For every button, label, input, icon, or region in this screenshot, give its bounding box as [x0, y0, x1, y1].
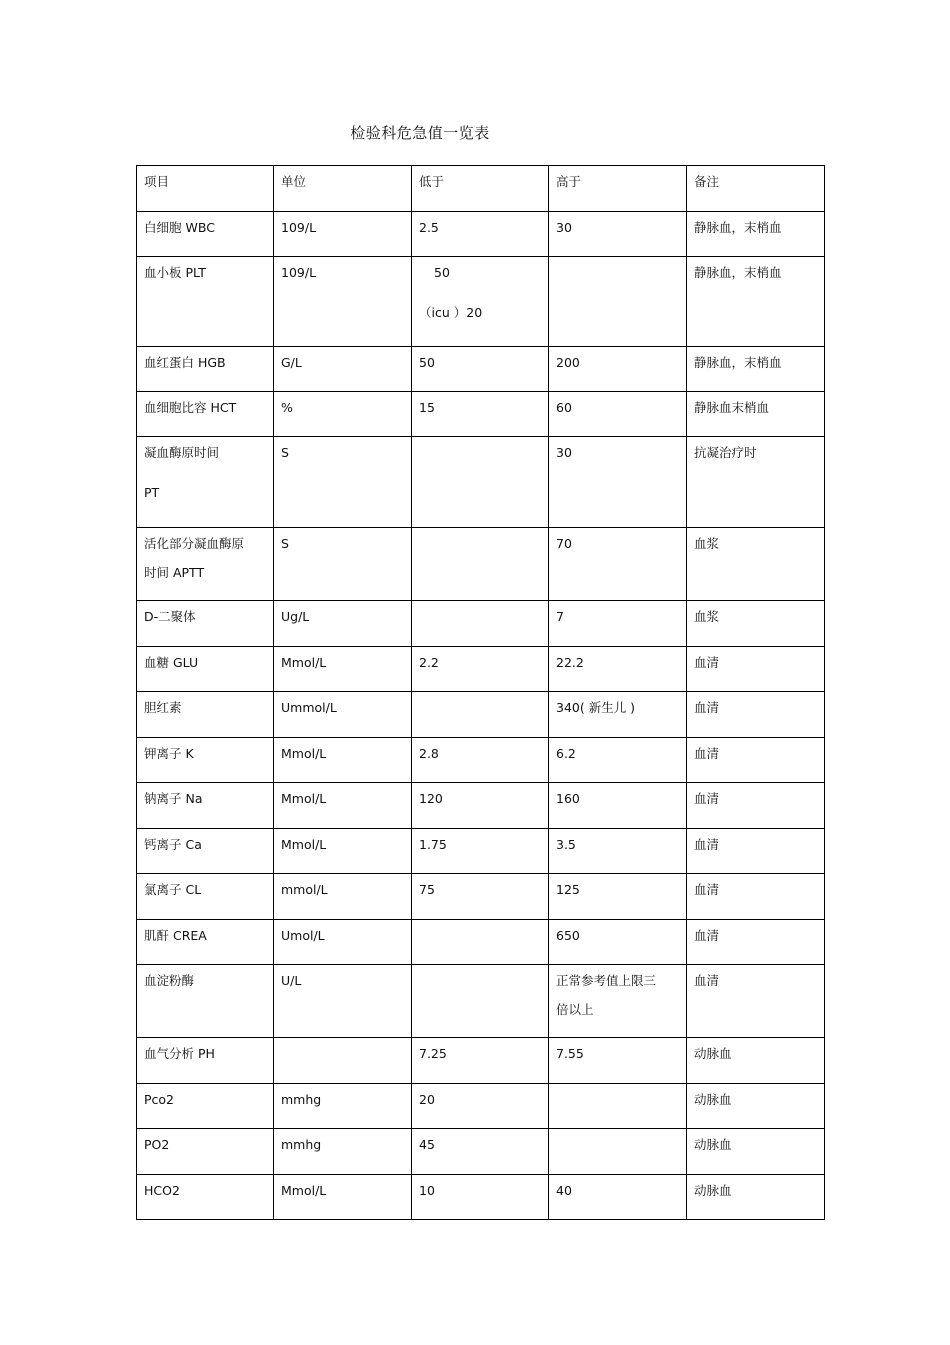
item-text: 钠离子 Na	[144, 791, 203, 806]
high-text: 30	[556, 445, 572, 460]
unit-cell: Mmol/L	[274, 738, 412, 783]
note-cell: 血清	[687, 965, 825, 1038]
table-row	[137, 347, 825, 392]
high-text: 200	[556, 355, 580, 370]
item-cell	[137, 528, 274, 601]
low-cell	[412, 920, 549, 965]
low-cell	[412, 528, 549, 601]
high-cell	[549, 392, 687, 437]
item-cell	[137, 601, 274, 647]
header-unit: 单位	[274, 166, 412, 212]
item-cell	[137, 829, 274, 874]
table-row	[137, 1175, 825, 1220]
item-text: 钙离子 Ca	[144, 837, 202, 852]
note-cell: 血清	[687, 647, 825, 692]
note-cell: 动脉血	[687, 1038, 825, 1084]
high-cell	[549, 528, 687, 601]
table-row	[137, 437, 825, 528]
header-note: 备注	[687, 166, 825, 212]
high-cell	[549, 829, 687, 874]
table-row	[137, 392, 825, 437]
low-text: 7.25	[419, 1046, 447, 1061]
high-cell	[549, 647, 687, 692]
item-cell	[137, 1038, 274, 1084]
item-text: 肌酐 CREA	[144, 928, 207, 943]
low-cell	[412, 738, 549, 783]
unit-cell: G/L	[274, 347, 412, 392]
note-cell: 动脉血	[687, 1129, 825, 1175]
high-text: 125	[556, 882, 580, 897]
header-high: 高于	[549, 166, 687, 212]
page-title: 检验科危急值一览表	[350, 124, 490, 142]
table-row	[137, 829, 825, 874]
item-text: HCO2	[144, 1183, 180, 1198]
low-text: 50	[419, 355, 435, 370]
table-body	[137, 166, 825, 1220]
table-row	[137, 738, 825, 783]
item-text: PT	[144, 484, 160, 500]
item-cell	[137, 437, 274, 528]
low-text: 2.5	[419, 220, 439, 235]
high-text: 7.55	[556, 1046, 584, 1061]
item-cell	[137, 257, 274, 347]
table-row	[137, 692, 825, 738]
high-cell	[549, 437, 687, 528]
note-cell: 血清	[687, 829, 825, 874]
item-cell	[137, 212, 274, 257]
item-cell	[137, 874, 274, 920]
high-cell	[549, 212, 687, 257]
note-cell: 静脉血，末梢血	[687, 212, 825, 257]
unit-cell: Ummol/L	[274, 692, 412, 738]
item-cell	[137, 647, 274, 692]
low-cell	[412, 392, 549, 437]
unit-cell: mmol/L	[274, 874, 412, 920]
note-cell: 血清	[687, 692, 825, 738]
low-cell	[412, 647, 549, 692]
note-cell: 动脉血	[687, 1175, 825, 1220]
item-text: 胆红素	[144, 700, 182, 715]
unit-cell: Umol/L	[274, 920, 412, 965]
low-cell	[412, 1129, 549, 1175]
table-row	[137, 528, 825, 601]
low-cell	[412, 1038, 549, 1084]
low-text: 120	[419, 791, 443, 806]
item-text: 氯离子 CL	[144, 882, 202, 897]
item-cell	[137, 738, 274, 783]
high-cell	[549, 1175, 687, 1220]
table-row	[137, 965, 825, 1038]
unit-cell: Ug/L	[274, 601, 412, 647]
high-cell	[549, 347, 687, 392]
low-cell	[412, 437, 549, 528]
low-text: 50	[434, 265, 450, 280]
high-cell	[549, 783, 687, 829]
high-cell	[549, 738, 687, 783]
unit-cell: Mmol/L	[274, 1175, 412, 1220]
item-text: 血小板 PLT	[144, 265, 206, 280]
item-cell	[137, 783, 274, 829]
high-cell	[549, 965, 687, 1038]
low-cell	[412, 874, 549, 920]
unit-cell: U/L	[274, 965, 412, 1038]
high-cell	[549, 257, 687, 347]
high-text: 3.5	[556, 837, 576, 852]
item-cell	[137, 1129, 274, 1175]
table-row	[137, 212, 825, 257]
table-row	[137, 1038, 825, 1084]
note-cell: 动脉血	[687, 1084, 825, 1129]
note-cell: 静脉血，末梢血	[687, 257, 825, 347]
item-text: 血淀粉酶	[144, 973, 195, 988]
high-text: 650	[556, 928, 580, 943]
note-cell: 血浆	[687, 528, 825, 601]
item-text: 钾离子 K	[144, 746, 194, 761]
unit-cell: mmhg	[274, 1129, 412, 1175]
item-text: D-二聚体	[144, 609, 196, 624]
high-text: 340( 新生儿 )	[556, 700, 636, 715]
low-text: 15	[419, 400, 435, 415]
low-text: 10	[419, 1183, 435, 1198]
low-cell	[412, 257, 549, 347]
high-text: 30	[556, 220, 572, 235]
note-cell: 静脉血末梢血	[687, 392, 825, 437]
high-text: 正常参考值上限三	[556, 973, 657, 988]
table-row	[137, 601, 825, 647]
item-text: 活化部分凝血酶原	[144, 536, 245, 551]
note-cell: 血清	[687, 920, 825, 965]
high-text: 7	[556, 609, 564, 624]
low-cell	[412, 692, 549, 738]
high-text: 40	[556, 1183, 572, 1198]
table-row	[137, 257, 825, 347]
unit-cell: %	[274, 392, 412, 437]
note-cell: 血清	[687, 874, 825, 920]
unit-cell: Mmol/L	[274, 783, 412, 829]
note-cell: 血浆	[687, 601, 825, 647]
item-cell	[137, 965, 274, 1038]
low-cell	[412, 1175, 549, 1220]
critical-values-table	[136, 165, 825, 1220]
high-cell	[549, 692, 687, 738]
item-text: 时间 APTT	[144, 564, 205, 580]
item-cell	[137, 920, 274, 965]
low-text: 1.75	[419, 837, 447, 852]
high-cell	[549, 1129, 687, 1175]
item-cell	[137, 392, 274, 437]
low-cell	[412, 1084, 549, 1129]
low-cell	[412, 829, 549, 874]
high-text: 22.2	[556, 655, 584, 670]
note-cell: 血清	[687, 738, 825, 783]
high-text: 6.2	[556, 746, 576, 761]
item-text: 血糖 GLU	[144, 655, 199, 670]
unit-cell: mmhg	[274, 1084, 412, 1129]
high-text: 60	[556, 400, 572, 415]
high-text: 倍以上	[556, 1001, 594, 1017]
high-text: 160	[556, 791, 580, 806]
table-row	[137, 1084, 825, 1129]
unit-cell: S	[274, 528, 412, 601]
note-cell: 静脉血，末梢血	[687, 347, 825, 392]
header-low: 低于	[412, 166, 549, 212]
low-text: 75	[419, 882, 435, 897]
high-cell	[549, 1038, 687, 1084]
unit-cell: Mmol/L	[274, 647, 412, 692]
high-text: 70	[556, 536, 572, 551]
note-cell: 血清	[687, 783, 825, 829]
low-cell	[412, 965, 549, 1038]
low-text: （icu ）20	[419, 304, 483, 320]
table-row	[137, 783, 825, 829]
header-item: 项目	[137, 166, 274, 212]
unit-cell: Mmol/L	[274, 829, 412, 874]
table-row	[137, 1129, 825, 1175]
item-text: 白细胞 WBC	[144, 220, 215, 235]
unit-cell: 109/L	[274, 257, 412, 347]
low-text: 45	[419, 1137, 435, 1152]
item-text: 血细胞比容 HCT	[144, 400, 237, 415]
unit-cell: S	[274, 437, 412, 528]
item-text: 凝血酶原时间	[144, 445, 220, 460]
unit-cell	[274, 1038, 412, 1084]
low-cell	[412, 347, 549, 392]
low-cell	[412, 601, 549, 647]
low-cell	[412, 212, 549, 257]
item-cell	[137, 692, 274, 738]
item-text: PO2	[144, 1137, 170, 1152]
high-cell	[549, 601, 687, 647]
table-row	[137, 920, 825, 965]
high-cell	[549, 1084, 687, 1129]
low-cell	[412, 783, 549, 829]
item-text: 血气分析 PH	[144, 1046, 215, 1061]
item-text: Pco2	[144, 1092, 175, 1107]
table-row	[137, 874, 825, 920]
unit-cell: 109/L	[274, 212, 412, 257]
table-row	[137, 647, 825, 692]
low-text: 2.8	[419, 746, 439, 761]
high-cell	[549, 874, 687, 920]
item-text: 血红蛋白 HGB	[144, 355, 226, 370]
table-header-row	[137, 166, 825, 212]
item-cell	[137, 347, 274, 392]
note-cell: 抗凝治疗时	[687, 437, 825, 528]
low-text: 2.2	[419, 655, 439, 670]
low-text: 20	[419, 1092, 435, 1107]
item-cell	[137, 1084, 274, 1129]
high-cell	[549, 920, 687, 965]
item-cell	[137, 1175, 274, 1220]
